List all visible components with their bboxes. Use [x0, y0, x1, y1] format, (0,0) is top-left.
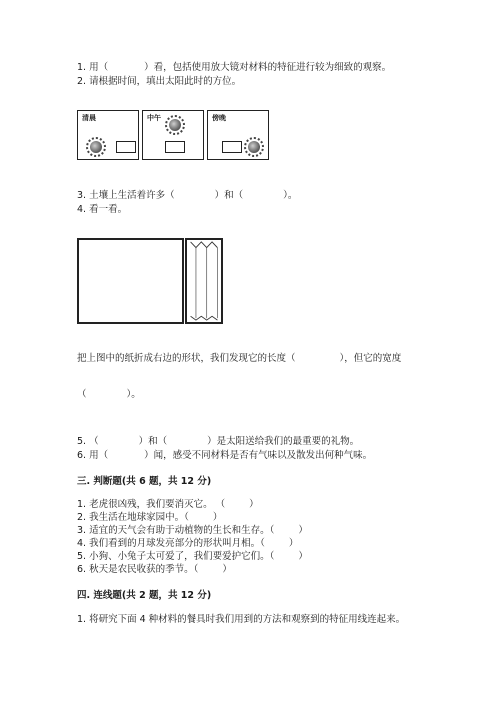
question-5 — [77, 436, 359, 448]
answer-box[interactable] — [116, 141, 136, 153]
question-3 — [77, 190, 297, 202]
section-4-heading: 四. 连线题(共 2 题，共 12 分) — [77, 590, 212, 601]
judgment-item — [77, 525, 308, 537]
judgment-item — [77, 538, 298, 550]
question-3-suffix: ）。 — [283, 190, 298, 201]
question-1-suffix: ）看，包括使用放大镜对材料的特征进行较为细致的观察。 — [144, 62, 392, 73]
question-4-detail-line2 — [77, 389, 141, 401]
question-4-detail-line1 — [77, 353, 401, 365]
question-1 — [77, 62, 391, 74]
answer-box[interactable] — [165, 141, 185, 153]
judgment-close: ） — [298, 551, 308, 562]
scene-label-noon: 中午 — [147, 114, 161, 122]
question-5-prefix: 5. （ — [77, 436, 99, 447]
section-3-heading: 三. 判断题(共 6 题，共 12 分) — [77, 476, 212, 487]
answer-box[interactable] — [222, 141, 242, 153]
folded-paper-figure — [185, 238, 223, 324]
question-6-prefix: 6. 用（ — [77, 450, 109, 461]
connect-question-1: 1. 将研究下面 4 种材料的餐具时我们用到的方法和观察到的特征用线连起来。 — [77, 614, 406, 625]
scene-label-morning: 清晨 — [82, 114, 96, 122]
q4-line1-suffix: ），但它的宽度 — [339, 353, 402, 364]
question-3-prefix: 3. 土壤上生活着许多（ — [77, 190, 175, 201]
question-2: 2. 请根据时间，填出太阳此时的方位。 — [77, 76, 242, 87]
scene-morning — [77, 110, 139, 160]
judgment-text: 6. 秋天是农民收获的季节。（ — [77, 564, 199, 575]
judgment-text: 4. 我们看到的月球发亮部分的形状叫月相。（ — [77, 538, 265, 549]
question-3-mid: ）和（ — [214, 190, 244, 201]
judgment-close: ） — [212, 512, 223, 523]
judgment-text: 5. 小狗、小兔子太可爱了，我们要爱护它们。（ — [77, 551, 275, 562]
question-5-suffix: ）是太阳送给我们的最重要的礼物。 — [207, 436, 360, 447]
q4-line2-suffix: ）。 — [126, 389, 141, 400]
paper-sheet-figure — [77, 238, 184, 324]
question-4: 4. 看一看。 — [77, 204, 128, 215]
q4-line2-prefix: （ — [77, 389, 87, 400]
question-6-suffix: ）闻，感受不同材料是否有气味以及散发出何种气味。 — [144, 450, 373, 461]
scene-noon — [142, 110, 204, 160]
judgment-item — [77, 551, 308, 563]
judgment-item — [77, 499, 259, 511]
scene-label-evening: 傍晚 — [212, 114, 226, 122]
judgment-close: ） — [249, 499, 259, 510]
judgment-close: ） — [298, 525, 308, 536]
judgment-item — [77, 564, 232, 576]
judgment-close: ） — [222, 564, 232, 575]
question-6 — [77, 450, 372, 462]
judgment-text: 1. 老虎很凶残，我们要消灭它。 （ — [77, 499, 226, 510]
question-1-prefix: 1. 用（ — [77, 62, 109, 73]
judgment-close: ） — [288, 538, 299, 549]
scene-evening — [207, 110, 269, 160]
judgment-text: 2. 我生活在地球家园中。（ — [77, 512, 189, 523]
judgment-item — [77, 512, 222, 524]
q4-line1-prefix: 把上图中的纸折成右边的形状，我们发现它的长度（ — [77, 353, 296, 364]
question-5-mid: ）和（ — [138, 436, 168, 447]
judgment-text: 3. 适宜的天气会有助于动植物的生长和生存。（ — [77, 525, 275, 536]
